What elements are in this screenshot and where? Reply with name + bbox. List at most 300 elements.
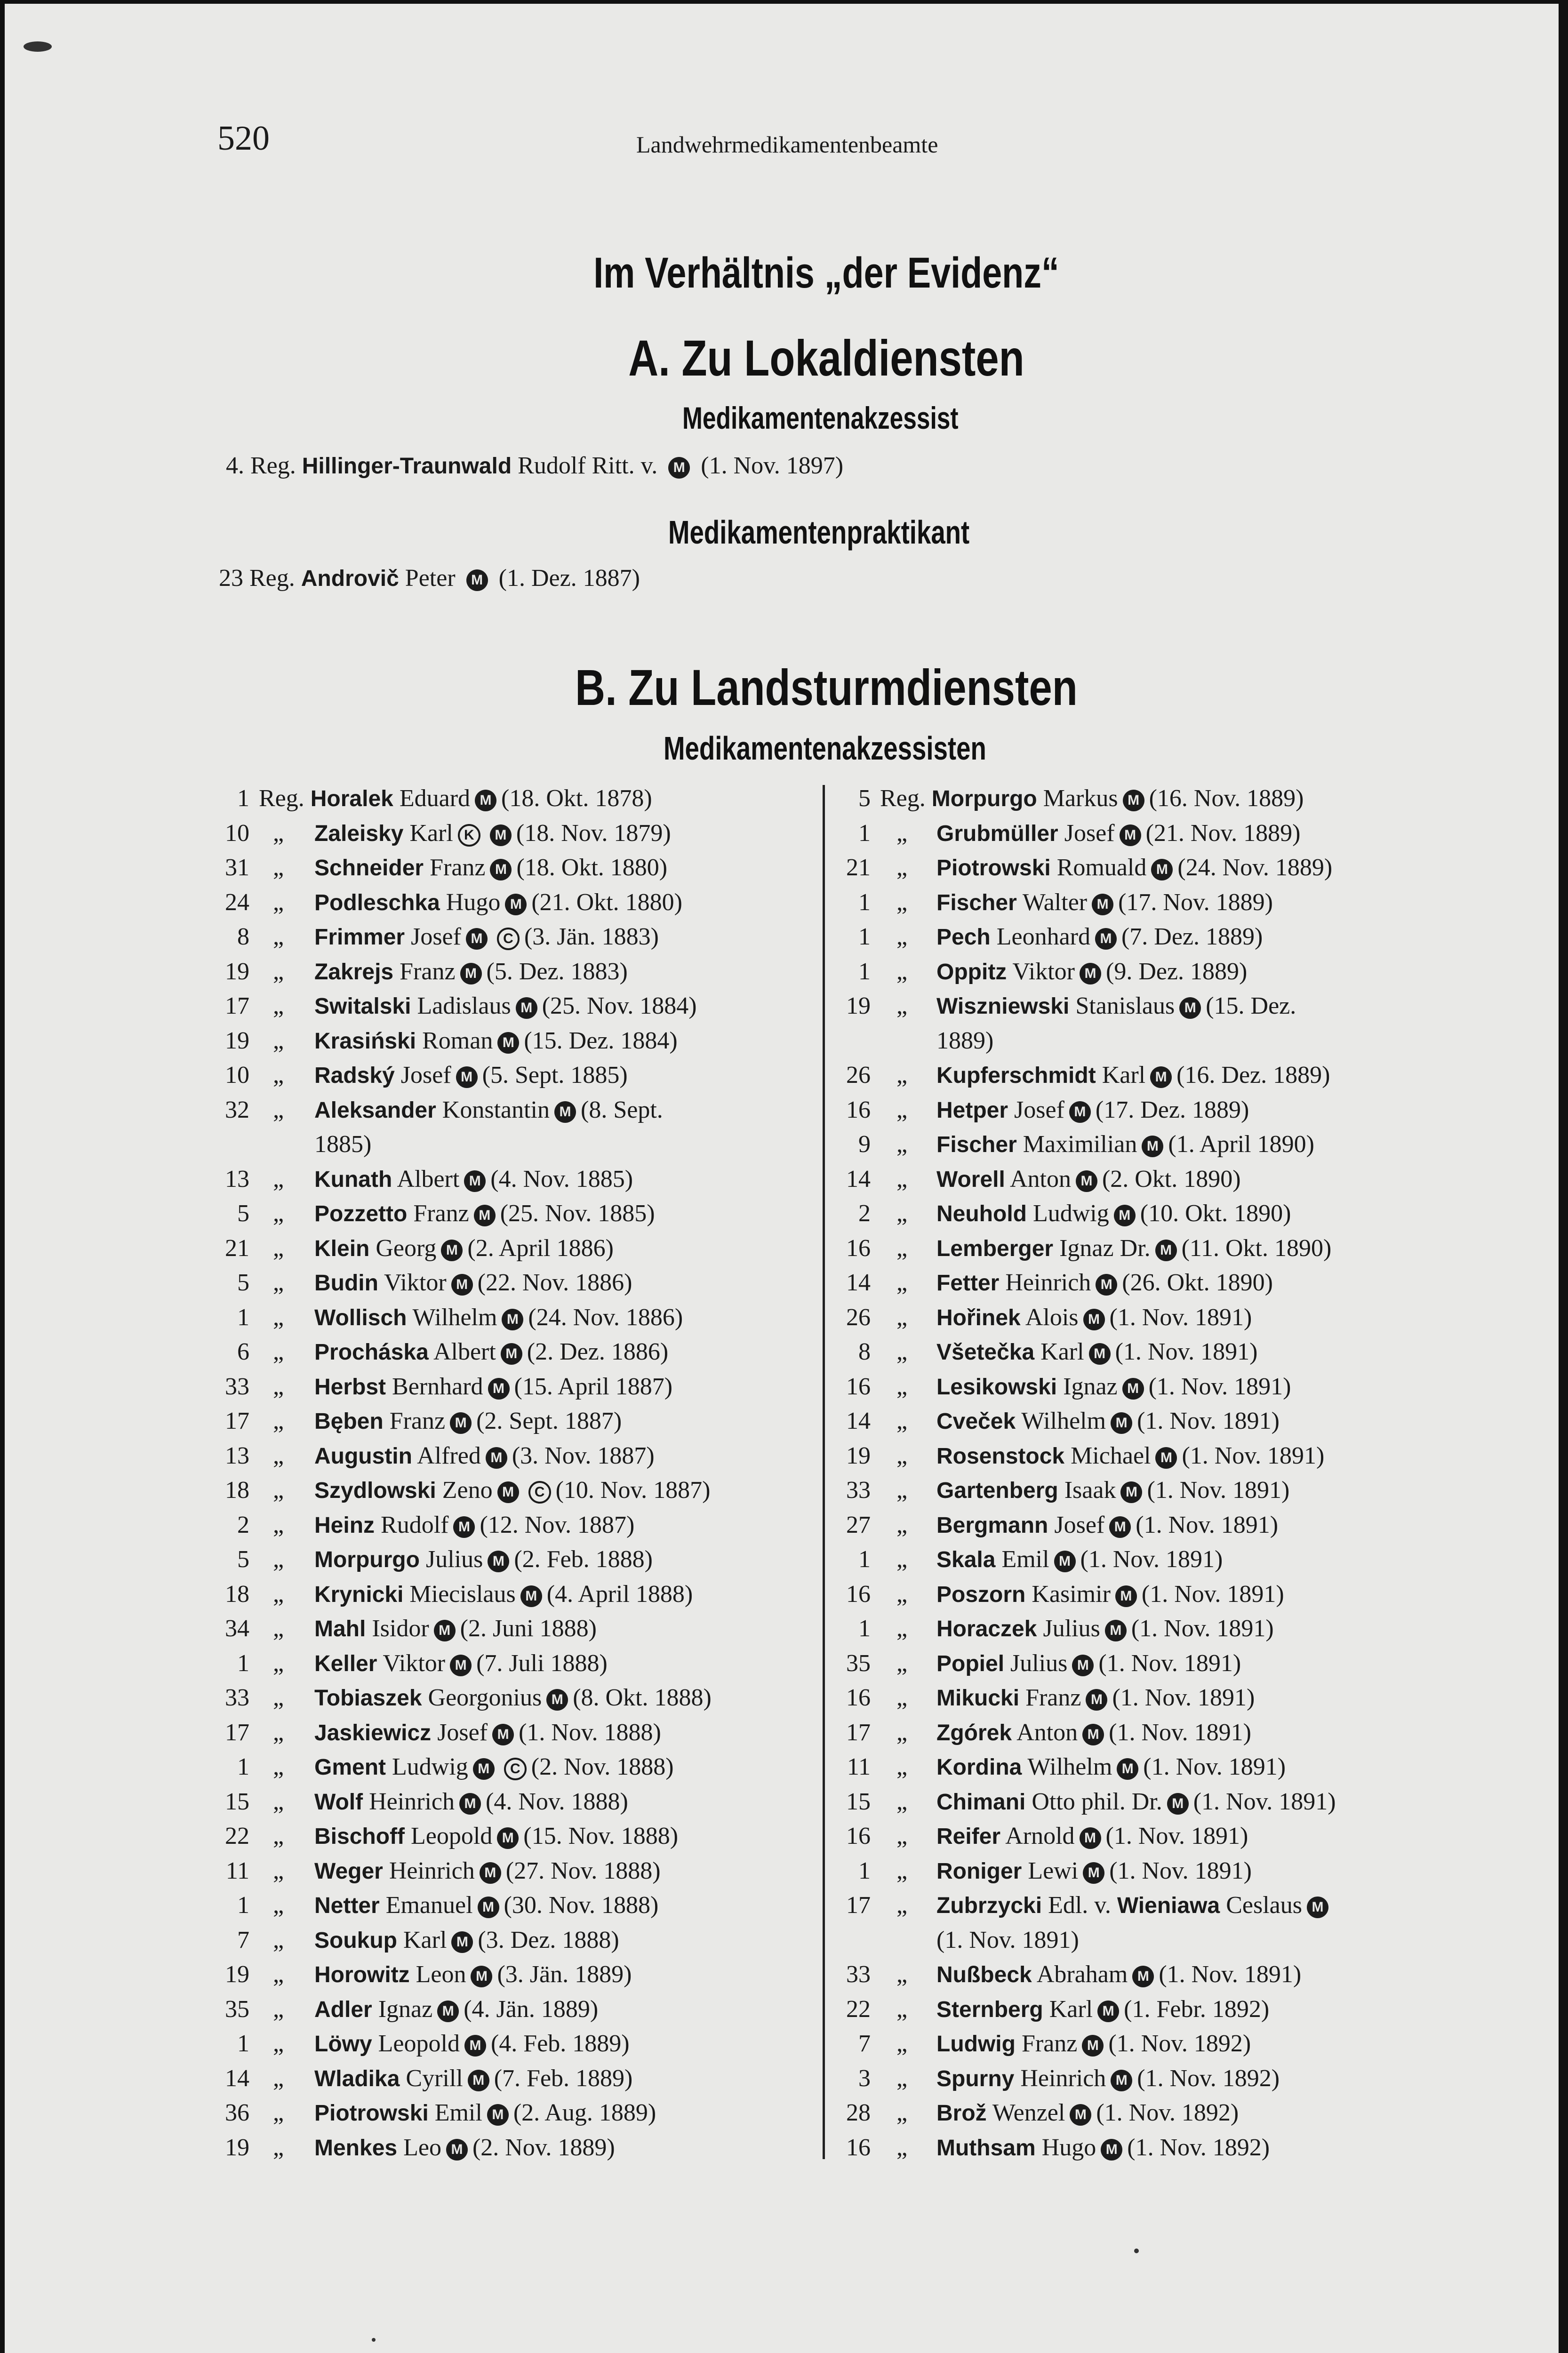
ditto-mark: „ — [273, 1096, 284, 1123]
row-date: (2. Feb. 1888) — [514, 1546, 653, 1573]
row-text — [936, 885, 1273, 920]
militar-mark-icon: M — [1082, 2035, 1104, 2057]
row-surname: Neuhold — [936, 1201, 1027, 1226]
row-regiment: 16 — [846, 1580, 871, 1608]
row-surname: Hetper — [936, 1097, 1008, 1123]
row-regiment: 16 — [846, 1234, 871, 1262]
entry-date: (1. Dez. 1887) — [498, 565, 640, 592]
row-text — [936, 1577, 1284, 1612]
list-row — [193, 954, 814, 989]
militar-mark-icon: M — [456, 1066, 478, 1088]
row-given: Maximilian — [1023, 1131, 1137, 1158]
row-given: Edl. v. — [1048, 1892, 1111, 1919]
row-text — [259, 781, 652, 816]
ditto-mark: „ — [273, 1719, 284, 1746]
row-given: Rudolf — [381, 1511, 449, 1538]
ditto-mark: „ — [273, 1408, 284, 1434]
ditto-mark: „ — [896, 888, 908, 916]
row-text — [314, 1093, 663, 1128]
list-row — [193, 1369, 814, 1404]
row-text — [314, 954, 628, 990]
row-surname: Frimmer — [314, 925, 405, 950]
row-text — [314, 1992, 598, 2027]
row-date: (2. Nov. 1889) — [472, 2134, 615, 2161]
row-given: Franz — [389, 1408, 446, 1434]
row-date: (1. Nov. 1891) — [1159, 1961, 1302, 1988]
militar-mark-icon: M — [1111, 2070, 1132, 2091]
row-date: (2. Aug. 1889) — [513, 2099, 656, 2126]
row-date: (15. April 1887) — [514, 1373, 673, 1400]
ditto-mark: „ — [273, 1477, 284, 1504]
row-surname: Soukup — [314, 1928, 397, 1953]
list-row — [193, 1715, 814, 1750]
k-mark-icon: K — [458, 824, 480, 847]
list-row — [828, 1542, 1440, 1577]
row-regiment: 1 — [237, 1304, 249, 1331]
row-surname: Procháska — [314, 1340, 429, 1365]
militar-mark-icon: M — [1082, 1724, 1104, 1745]
row-text — [314, 1646, 608, 1681]
row-surname: Chimani — [936, 1789, 1026, 1815]
militar-mark-icon: M — [497, 1481, 519, 1503]
row-text — [314, 920, 659, 955]
row-regiment: 21 — [225, 1234, 249, 1262]
row-surname: Gartenberg — [936, 1478, 1058, 1503]
row-regiment: 1 — [237, 1892, 249, 1919]
row-given: Heinrich — [1020, 2065, 1106, 2092]
row-given: Romuald — [1056, 854, 1147, 881]
row-surname: Zaleisky — [314, 821, 404, 846]
list-row — [193, 885, 814, 920]
militar-mark-icon: M — [1105, 1620, 1127, 1641]
row-regiment: 21 — [846, 854, 871, 881]
scan-speck — [24, 41, 52, 52]
list-row — [193, 1093, 814, 1128]
row-text — [314, 2061, 632, 2097]
row-regiment: 1 — [858, 1615, 871, 1642]
row-given: Ignaz — [378, 1995, 433, 2023]
militar-mark-icon: M — [1111, 1412, 1132, 1434]
list-row-continuation: (1. Nov. 1891) — [936, 1926, 1079, 1953]
row-given: Heinrich — [1005, 1269, 1091, 1296]
ditto-mark: „ — [273, 2099, 284, 2126]
militar-mark-icon: M — [1092, 894, 1113, 915]
row-text — [314, 1024, 678, 1059]
militar-mark-icon: M — [1097, 2001, 1119, 2022]
row-regiment: 35 — [846, 1649, 871, 1677]
list-row — [193, 1888, 814, 1923]
row-surname: Herbst — [314, 1374, 386, 1400]
row-text — [936, 1819, 1248, 1854]
row-text — [314, 1957, 632, 1993]
list-row — [193, 1923, 814, 1958]
ditto-mark: „ — [896, 1131, 908, 1158]
militar-mark-icon: M — [1123, 790, 1144, 811]
row-surname: Rosenstock — [936, 1443, 1065, 1469]
row-date: (16. Dez. 1889) — [1176, 1062, 1330, 1088]
list-row — [193, 1957, 814, 1992]
row-given: Ignaz — [1063, 1373, 1118, 1400]
ditto-mark: „ — [273, 1892, 284, 1919]
list-row — [193, 989, 814, 1024]
row-date: (17. Nov. 1889) — [1118, 888, 1273, 916]
row-given: Leopold — [411, 1823, 493, 1849]
list-row — [193, 1785, 814, 1819]
row-given: Ludwig — [1032, 1200, 1109, 1227]
ditto-mark: „ — [273, 1234, 284, 1262]
row-text — [314, 1369, 672, 1405]
militar-mark-icon: M — [446, 2139, 468, 2161]
row-text — [936, 1127, 1314, 1162]
row-date: (1. Nov. 1891) — [1182, 1442, 1325, 1469]
list-row — [828, 1404, 1440, 1439]
part-b-heading: Medikamentenakzessisten — [664, 730, 986, 767]
row-given: Georgonius — [428, 1684, 542, 1711]
row-surname: Augustin — [314, 1443, 412, 1469]
ditto-mark: „ — [896, 2134, 908, 2161]
row-given: Bernhard — [392, 1373, 483, 1400]
page-number: 520 — [217, 119, 270, 158]
row-regiment: 15 — [846, 1788, 871, 1815]
row-date: (7. Juli 1888) — [476, 1649, 608, 1677]
row-surname: Muthsam — [936, 2135, 1036, 2161]
list-row — [828, 1819, 1440, 1854]
militar-mark-icon: M — [1086, 1689, 1107, 1711]
row-regiment: 8 — [237, 923, 249, 950]
row-regiment: 10 — [225, 819, 249, 847]
militar-mark-icon: M — [546, 1689, 568, 1711]
row-given: Lewi — [1028, 1857, 1079, 1884]
militar-mark-icon: M — [1083, 1309, 1105, 1330]
row-given: Isaak — [1064, 1477, 1116, 1504]
ditto-mark: „ — [896, 1546, 908, 1573]
militar-mark-icon: M — [475, 790, 496, 811]
militar-mark-icon: M — [1080, 1827, 1101, 1849]
row-text — [936, 1508, 1278, 1543]
row-given: Josef — [1014, 1096, 1064, 1123]
row-date: (1. Nov. 1891) — [1109, 1719, 1251, 1746]
row-text — [314, 1473, 710, 1508]
list-row — [828, 1577, 1440, 1612]
row-regiment: 1 — [237, 2030, 249, 2057]
militar-mark-icon: M — [1120, 824, 1141, 846]
list-row — [193, 1265, 814, 1300]
row-date: (1. Nov. 1892) — [1108, 2030, 1251, 2057]
row-text — [936, 1542, 1223, 1577]
row-date: (1. Nov. 1892) — [1137, 2065, 1280, 2092]
row-surname: Ludwig — [936, 2032, 1016, 2057]
row-date: (10. Okt. 1890) — [1140, 1200, 1291, 1227]
row-surname: Weger — [314, 1858, 383, 1884]
row-regiment: 7 — [237, 1926, 249, 1953]
list-row — [828, 1611, 1440, 1646]
row-regiment: 26 — [846, 1304, 871, 1331]
row-surname: Fetter — [936, 1271, 1000, 1296]
row-given: Arnold — [1005, 1823, 1075, 1849]
list-row — [193, 1231, 814, 1266]
row-surname: Horalek — [310, 786, 393, 811]
row-given: Michael — [1071, 1442, 1151, 1469]
row-surname: Budin — [314, 1271, 378, 1296]
ditto-mark: „ — [273, 2134, 284, 2161]
row-given: Cyrill — [406, 2065, 463, 2092]
ditto-mark: „ — [273, 1788, 284, 1815]
row-date: (21. Nov. 1889) — [1145, 819, 1301, 847]
row-date: (1. Nov. 1891) — [1137, 1408, 1280, 1434]
row-date: (15. Dez. — [1206, 992, 1296, 1019]
ditto-mark: „ — [896, 2065, 908, 2092]
list-row — [828, 1265, 1440, 1300]
ditto-mark: „ — [896, 1234, 908, 1262]
row-given: Franz — [1025, 1684, 1081, 1711]
row-date: (3. Jän. 1883) — [524, 923, 659, 950]
militar-mark-icon: M — [459, 1793, 481, 1815]
row-text — [314, 1715, 661, 1751]
row-regiment: 19 — [225, 1027, 249, 1054]
list-row — [193, 1058, 814, 1093]
row-text — [314, 989, 697, 1024]
row-surname: Aleksander — [314, 1097, 436, 1123]
row-surname: Switalski — [314, 994, 411, 1019]
row-date: (15. Dez. 1884) — [524, 1027, 678, 1054]
row-surname: Wladika — [314, 2066, 400, 2091]
list-row — [193, 1196, 814, 1231]
row-text — [314, 1785, 628, 1820]
civil-mark-icon: C — [528, 1481, 551, 1504]
row-date: (2. Juni 1888) — [460, 1615, 597, 1642]
row-date: (30. Nov. 1888) — [504, 1892, 659, 1919]
row-given: Emil — [434, 2099, 482, 2126]
row-date: (25. Nov. 1885) — [500, 1200, 655, 1227]
row-surname: Kordina — [936, 1755, 1022, 1780]
militar-mark-icon: M — [1069, 1101, 1091, 1123]
militar-mark-icon: M — [1089, 1343, 1111, 1365]
row-text — [314, 1300, 683, 1336]
row-surname: Netter — [314, 1893, 380, 1918]
row-text — [936, 2130, 1270, 2166]
ditto-mark: „ — [896, 1995, 908, 2023]
militar-mark-icon: M — [490, 824, 512, 846]
list-row — [828, 1992, 1440, 2027]
row-given: Karl — [1040, 1338, 1084, 1365]
militar-mark-icon: M — [1109, 1516, 1131, 1538]
militar-mark-icon: M — [434, 1620, 456, 1641]
row-surname: Adler — [314, 1997, 372, 2022]
list-row — [828, 2061, 1440, 2096]
militar-mark-icon: M — [450, 1412, 472, 1434]
ditto-mark: „ — [896, 1165, 908, 1193]
row-date: (21. Okt. 1880) — [531, 888, 682, 916]
row-date: (2. Okt. 1890) — [1102, 1165, 1241, 1193]
ditto-mark: „ — [896, 1477, 908, 1504]
list-row — [828, 1196, 1440, 1231]
row-surname: Tobiaszek — [314, 1686, 422, 1711]
row-date: (2. Sept. 1887) — [476, 1408, 622, 1434]
militar-mark-icon: M — [453, 1516, 475, 1538]
row-surname: Cveček — [936, 1409, 1016, 1434]
running-title: Landwehrmedikamentenbeamte — [636, 131, 938, 158]
row-regiment: 11 — [225, 1857, 249, 1884]
entry-date: (1. Nov. 1897) — [701, 452, 844, 479]
list-row — [828, 1127, 1440, 1162]
row-surname: Všetečka — [936, 1340, 1035, 1365]
row-surname: Szydlowski — [314, 1478, 436, 1503]
row-surname: Grubmüller — [936, 821, 1058, 846]
list-row — [828, 1508, 1440, 1543]
militar-mark-icon: M — [1070, 2104, 1091, 2126]
row-text — [936, 816, 1300, 851]
row-surname: Zakrejs — [314, 959, 394, 984]
entry-given: Rudolf Ritt. v. — [518, 452, 658, 479]
list-row — [193, 1854, 814, 1889]
row-date: (1. Nov. 1891) — [1105, 1823, 1248, 1849]
row-date: (7. Feb. 1889) — [494, 2065, 633, 2092]
row-regiment: 9 — [858, 1131, 871, 1158]
row-regiment: 1 — [858, 819, 871, 847]
ditto-mark: „ — [273, 1823, 284, 1849]
ditto-mark: „ — [273, 1546, 284, 1573]
militar-mark-icon: M — [450, 1655, 472, 1676]
ditto-mark: „ — [896, 958, 908, 985]
list-row — [828, 1058, 1440, 1093]
ditto-mark: „ — [273, 1684, 284, 1711]
row-given: Josef — [411, 923, 461, 950]
row-text — [314, 1923, 619, 1958]
row-surname: Radský — [314, 1063, 395, 1088]
list-row — [828, 1162, 1440, 1197]
row-date: (7. Dez. 1889) — [1121, 923, 1263, 950]
row-date: (1. Nov. 1891) — [1080, 1546, 1223, 1573]
row-date: (8. Okt. 1888) — [573, 1684, 712, 1711]
militar-mark-icon: M — [490, 859, 512, 880]
list-row — [828, 2130, 1440, 2165]
row-text — [936, 1646, 1241, 1681]
ditto-mark: „ — [896, 1200, 908, 1227]
list-row-continuation: 1889) — [936, 1027, 994, 1054]
reg-label: Reg. — [880, 785, 932, 812]
row-regiment: 5 — [237, 1546, 249, 1573]
list-row — [828, 1231, 1440, 1266]
row-date: (10. Nov. 1887) — [555, 1477, 711, 1504]
row-regiment: 14 — [846, 1269, 871, 1296]
row-regiment: 22 — [225, 1823, 249, 1849]
section-title: Im Verhältnis „der Evidenz“ — [593, 249, 1059, 297]
scanned-page — [5, 4, 1559, 2353]
row-given-2: Ceslaus — [1226, 1892, 1302, 1919]
ditto-mark: „ — [273, 1338, 284, 1365]
row-date: (1. Nov. 1891) — [1136, 1511, 1279, 1538]
row-surname-2: Wieniawa — [1117, 1893, 1220, 1918]
row-regiment: 14 — [846, 1165, 871, 1193]
row-text — [936, 1473, 1289, 1508]
row-regiment: 19 — [225, 1961, 249, 1988]
row-text — [314, 1542, 653, 1577]
ditto-mark: „ — [273, 1649, 284, 1677]
row-date: (3. Jän. 1889) — [497, 1961, 632, 1988]
row-date: (1. Febr. 1892) — [1124, 1995, 1270, 2023]
row-regiment: 1 — [858, 958, 871, 985]
row-regiment: 7 — [858, 2030, 871, 2057]
militar-mark-icon: M — [1155, 1240, 1177, 1261]
row-given: Heinrich — [389, 1857, 475, 1884]
ditto-mark: „ — [273, 1027, 284, 1054]
row-text — [936, 850, 1332, 886]
row-regiment: 3 — [858, 2065, 871, 2092]
row-regiment: 18 — [225, 1580, 249, 1608]
row-given: Leon — [416, 1961, 466, 1988]
list-row — [193, 920, 814, 954]
list-row — [193, 781, 814, 816]
row-regiment: 18 — [225, 1477, 249, 1504]
ditto-mark: „ — [273, 1753, 284, 1780]
row-surname: Fischer — [936, 1132, 1017, 1157]
row-date: (1. Nov. 1891) — [1109, 1857, 1252, 1884]
row-regiment: 17 — [225, 1408, 249, 1434]
row-date: (27. Nov. 1888) — [505, 1857, 661, 1884]
row-regiment: 22 — [846, 1995, 871, 2023]
row-regiment: 28 — [846, 2099, 871, 2126]
row-given: Roman — [422, 1027, 493, 1054]
ditto-mark: „ — [273, 1961, 284, 1988]
row-surname: Mikucki — [936, 1686, 1020, 1711]
row-regiment: 10 — [225, 1062, 249, 1088]
row-given: Abraham — [1036, 1961, 1128, 1988]
list-row — [828, 781, 1440, 816]
row-surname: Horaczek — [936, 1617, 1037, 1641]
row-regiment: 5 — [237, 1269, 249, 1296]
entry-given: Peter — [405, 565, 456, 592]
row-given: Kasimir — [1032, 1580, 1111, 1608]
row-regiment: 14 — [846, 1408, 871, 1434]
row-text — [314, 1058, 628, 1093]
ditto-mark: „ — [896, 1062, 908, 1088]
ditto-mark: „ — [273, 1373, 284, 1400]
row-surname: Heinz — [314, 1513, 375, 1538]
row-surname: Zgórek — [936, 1720, 1012, 1745]
row-surname: Roniger — [936, 1858, 1022, 1884]
row-text — [314, 885, 682, 920]
row-surname: Klein — [314, 1236, 370, 1261]
row-text — [936, 1093, 1249, 1128]
list-row — [828, 920, 1440, 954]
row-regiment: 17 — [225, 992, 249, 1019]
row-regiment: 5 — [237, 1200, 249, 1227]
row-given: Karl — [1102, 1062, 1146, 1088]
ditto-mark: „ — [896, 1580, 908, 1608]
row-date: (1. Nov. 1891) — [1131, 1615, 1274, 1642]
row-text — [936, 1265, 1273, 1301]
list-row — [193, 1508, 814, 1543]
row-text — [314, 1750, 674, 1785]
entry-reg: 23 Reg. — [219, 565, 295, 592]
row-regiment: 26 — [846, 1062, 871, 1088]
row-date: (1. Nov. 1892) — [1096, 2099, 1239, 2126]
militar-mark-icon: M — [516, 997, 537, 1019]
row-regiment: 11 — [847, 1753, 871, 1780]
militar-mark-icon: M — [451, 1931, 473, 1953]
row-date: (4. Feb. 1889) — [490, 2030, 630, 2057]
row-date: (1. Nov. 1891) — [1147, 1477, 1290, 1504]
militar-mark-icon: M — [502, 1309, 523, 1330]
row-regiment: 33 — [846, 1477, 871, 1504]
ditto-mark: „ — [896, 1373, 908, 1400]
row-regiment: 32 — [225, 1096, 249, 1123]
row-text — [314, 1819, 678, 1854]
row-text — [314, 1611, 597, 1647]
row-regiment: 33 — [225, 1373, 249, 1400]
ditto-mark: „ — [896, 1269, 908, 1296]
row-text — [936, 1196, 1291, 1232]
